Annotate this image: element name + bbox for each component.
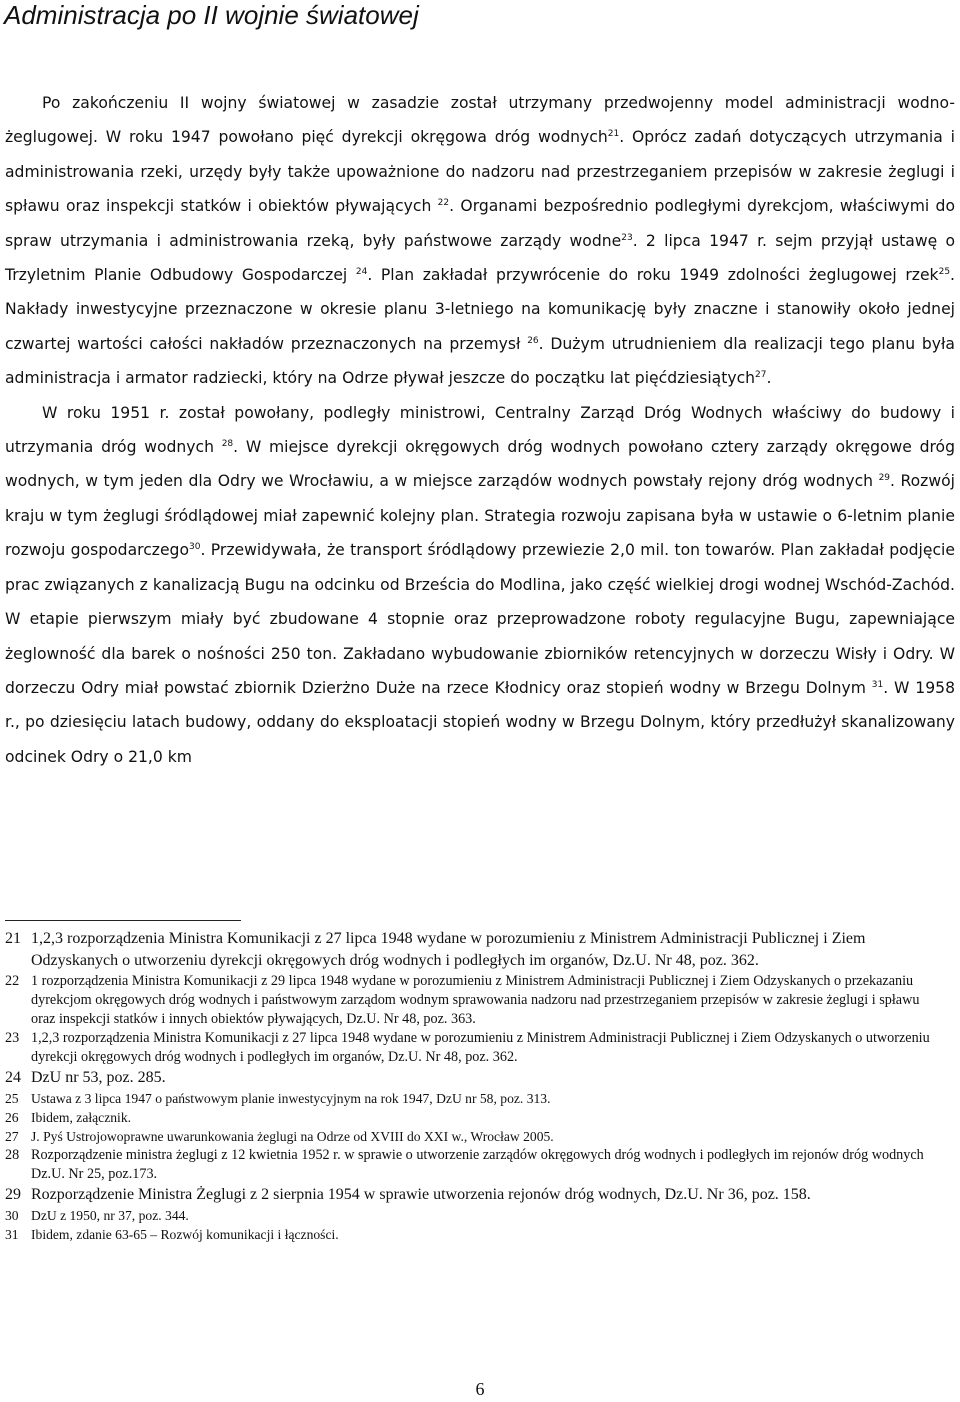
footnote-number: 23 <box>5 1030 20 1046</box>
footnote-text: Rozporządzenie ministra żeglugi z 12 kwietnia 1952 r. w sprawie o utworzenie zarządów okręgowych dróg wodnych i podległych im rejonów dróg wodnych Dz.U. Nr 25, poz.173. <box>31 1147 924 1182</box>
footnote-number: 31 <box>5 1227 19 1242</box>
footnote-text: 1,2,3 rozporządzenia Ministra Komunikacji z 27 lipca 1948 wydane w porozumieniu z Ministrem Administracji Publicznej i Ziem Odzyskanych o utworzeniu dyrekcji okręgowych dróg wodnych i podległych im organów, Dz.U. Nr 48, poz. 362. <box>31 1030 930 1065</box>
footnote-text: Rozporządzenie Ministra Żeglugi z 2 sierpnia 1954 w sprawie utworzenia rejonów dróg wodnych, Dz.U. Nr 36, poz. 158. <box>31 1186 811 1203</box>
footnote-number: 28 <box>5 1147 20 1163</box>
footnote-ref[interactable]: 27 <box>755 370 767 381</box>
footnote-ref[interactable]: 29 <box>878 473 891 484</box>
footnote <box>5 1146 940 1184</box>
footnote <box>5 1108 940 1127</box>
footnotes <box>5 928 940 1244</box>
paragraph: Po zakończeniu II wojny światowej w zasadzie został utrzymany przedwojenny model administracji wodno-żeglugowej. W roku 1947 powołano pięć dyrekcji okręgowa dróg wodnych$^{21}$. Oprócz zadań dotyczących utrzymania i administrowania rzeki, urzędy były także upoważnione do nadzoru nad przestrzeganiem przepisów w zakresie żeglugi i spławu oraz inspekcji statków i obiektów pływających $^{22}$. Organami bezpośrednio podległymi dyrekcjom, właściwymi do spraw utrzymania i administrowania rzeką, były państwowe zarządy wodne$^{23}$. 2 lipca 1947 r. sejm przyjął ustawę o Trzyletnim Planie Odbudowy Gospodarczej $^{24}$. Plan zakładał przywrócenie do roku 1949 zdolności żeglugowej rzek$^{25}$. Nakłady inwestycyjne przeznaczone w okresie planu 3-letniego na komunikację były znaczne i stanowiły około jednej czwartej wartości całości nakładów przeznaczonych na przemysł $^{26}$. Dużym utrudnieniem dla realizacji tego planu była administracja i armator radziecki, który na Odrze pływał jeszcze do początku lat pięćdziesiątych$^{27}$. <box>5 94 956 388</box>
footnote-ref[interactable]: 24 <box>355 267 368 278</box>
footnote-text: 1 rozporządzenia Ministra Komunikacji z 29 lipca 1948 wydane w porozumieniu z Ministrem Administracji Publicznej i Ziem Odzyskanych o przekazaniu dyrekcjom okręgowych dróg wodnych i państwowym zarządom wodnym sprawowania nadzoru nad przestrzeganiem przepisów w zakresie żeglugi i spławu oraz inspekcji statków i innych obiektów pływających, Dz.U. Nr 48, poz. 363. <box>31 973 920 1027</box>
footnote <box>5 1089 940 1108</box>
footnote-number: 26 <box>5 1110 19 1125</box>
footnote-text: DzU nr 53, poz. 285. <box>31 1069 166 1086</box>
footnote-text: DzU z 1950, nr 37, poz. 344. <box>31 1208 189 1223</box>
footnote-text: J. Pyś Ustrojowoprawne uwarunkowania żeglugi na Odrze od XVIII do XXI w., Wrocław 2005. <box>31 1129 554 1144</box>
footnote <box>5 928 940 972</box>
footnote-ref[interactable]: 23 <box>621 232 633 243</box>
footnote-text: Ustawa z 3 lipca 1947 o państwowym planie inwestycyjnym na rok 1947, DzU nr 58, poz. 313. <box>31 1091 551 1106</box>
footnote-ref[interactable]: 22 <box>437 198 450 209</box>
footnote-ref[interactable]: 28 <box>221 439 234 450</box>
page-title: Administracja po II wojnie światowej <box>4 0 419 30</box>
footnote-number: 27 <box>5 1129 19 1144</box>
footnote <box>5 1225 940 1244</box>
footnote <box>5 972 940 1029</box>
footnote <box>5 1029 940 1067</box>
footnote <box>5 1127 940 1146</box>
footnote-ref[interactable]: 26 <box>527 335 539 346</box>
footnote-number: 30 <box>5 1208 19 1223</box>
footnote-text: 1,2,3 rozporządzenia Ministra Komunikacji z 27 lipca 1948 wydane w porozumieniu z Ministrem Administracji Publicznej i Ziem Odzyskanych o utworzeniu dyrekcji okręgowych dróg wodnych i podległych im organów, Dz.U. Nr 48, poz. 362. <box>31 930 866 969</box>
footnote-text: Ibidem, załącznik. <box>31 1110 132 1125</box>
footnote-ref[interactable]: 31 <box>871 679 884 690</box>
footnote <box>5 1206 940 1225</box>
footnote <box>5 1067 940 1089</box>
footnote-ref[interactable]: 30 <box>189 542 201 553</box>
footnote-number: 21 <box>5 930 21 947</box>
footnote-text: Ibidem, zdanie 63-65 – Rozwój komunikacji i łączności. <box>31 1227 339 1242</box>
body-text <box>5 86 955 774</box>
footnote-ref[interactable]: 25 <box>938 267 951 278</box>
footnote-number: 22 <box>5 973 20 989</box>
footnote-number: 29 <box>5 1186 21 1203</box>
footnote-separator <box>5 920 241 921</box>
footnote-number: 25 <box>5 1091 19 1106</box>
footnote <box>5 1184 940 1206</box>
paragraph: W roku 1951 r. został powołany, podległy ministrowi, Centralny Zarząd Dróg Wodnych właściwy do budowy i utrzymania dróg wodnych $^{28}$. W miejsce dyrekcji okręgowych dróg wodnych powołano cztery zarządy okręgowe dróg wodnych, w tym jeden dla Odry we Wrocławiu, a w miejsce zarządów wodnych powstały rejony dróg wodnych $^{29}$. Rozwój kraju w tym żeglugi śródlądowej miał zapewnić kolejny plan. Strategia rozwoju zapisana była w ustawie o 6-letnim planie rozwoju gospodarczego$^{30}$. Przewidywała, że transport śródlądowy przewiezie 2,0 mil. ton towarów. Plan zakładał podjęcie prac związanych z kanalizacją Bugu na odcinku od Brześcia do Modlina, jako część wielkiej drogi wodnej Wschód-Zachód. W etapie pierwszym miały być zbudowane 4 stopnie oraz przeprowadzone roboty regulacyjne Bugu, zapewniające żeglowność dla barek o nośności 250 ton. Zakładano wybudowanie zbiorników retencyjnych w dorzeczu Wisły i Odry. W dorzeczu Odry miał powstać zbiornik Dzierżno Duże na rzece Kłodnicy oraz stopień wodny w Brzegu Dolnym $^{31}$. W 1958 r., po dziesięciu latach budowy, oddany do eksploatacji stopień wodny w Brzegu Dolnym, który przedłużył skanalizowany odcinek Odry o 21,0 km <box>5 403 955 766</box>
footnote-number: 24 <box>5 1069 21 1086</box>
footnote-ref[interactable]: 21 <box>607 129 620 140</box>
page-number: 6 <box>475 1379 485 1399</box>
